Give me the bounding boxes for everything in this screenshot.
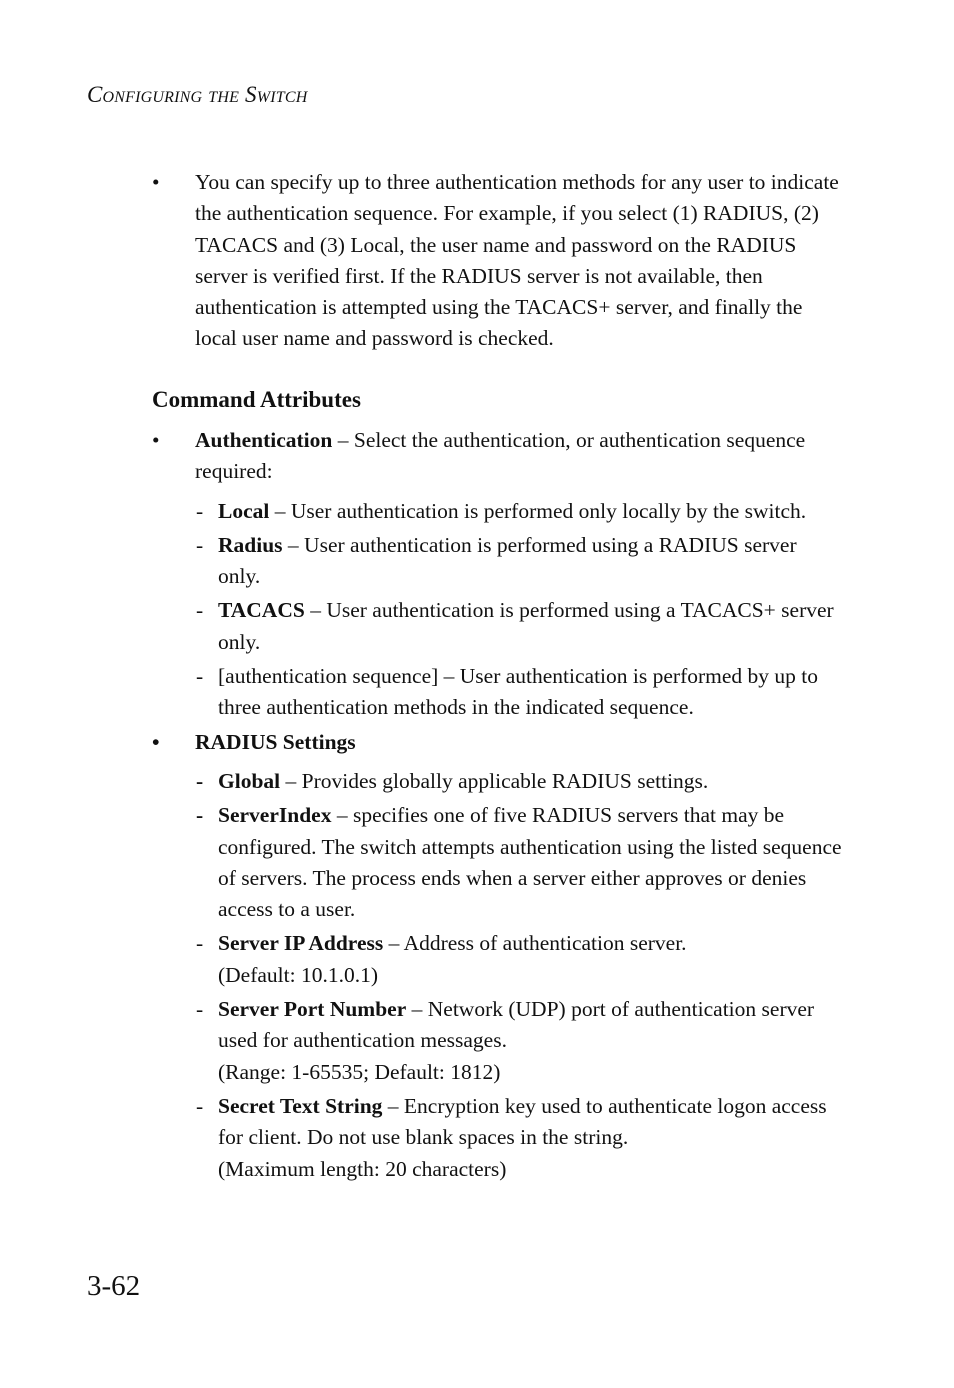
list-item bbox=[0, 766, 844, 797]
dash-marker: - bbox=[196, 598, 204, 623]
option-term: TACACS bbox=[218, 598, 305, 623]
dash-marker: - bbox=[196, 664, 204, 689]
header-part: C bbox=[87, 82, 103, 107]
header-part: WITCH bbox=[256, 89, 308, 106]
option-term: Server IP Address bbox=[218, 931, 384, 956]
option-term: ServerIndex bbox=[218, 803, 332, 828]
header-part: THE bbox=[208, 89, 240, 106]
dash-marker: - bbox=[196, 997, 204, 1022]
option-term: Local bbox=[218, 498, 270, 523]
running-header bbox=[87, 82, 308, 108]
dash-marker: - bbox=[196, 768, 204, 793]
list-item bbox=[0, 595, 844, 658]
option-desc: – Network (UDP) port of authentication server used for authentication messages. bbox=[218, 997, 815, 1053]
dash-marker: - bbox=[196, 498, 204, 523]
option-desc: – User authentication is performed only locally by the switch. bbox=[269, 498, 807, 523]
option-term: Server Port Number bbox=[218, 997, 407, 1022]
intro-bullet-row bbox=[0, 167, 845, 355]
header-part: ONFIGURING bbox=[102, 89, 203, 106]
intro-bullet bbox=[0, 167, 954, 355]
authentication-options bbox=[0, 496, 954, 724]
authentication-bullet bbox=[0, 425, 845, 488]
option-term: Secret Text String bbox=[218, 1093, 383, 1118]
list-item bbox=[0, 661, 844, 724]
dash-marker: - bbox=[196, 803, 204, 828]
radius-settings-options bbox=[0, 766, 954, 1185]
option-desc: – specifies one of five RADIUS servers that may be configured. The switch attempts authentication using the listed sequence of servers. The process ends when a server either approves or denies access to a user. bbox=[218, 803, 842, 922]
option-desc: – User authentication is performed using a RADIUS server only. bbox=[218, 532, 797, 589]
list-item bbox=[0, 530, 844, 593]
dash-marker: - bbox=[196, 1093, 204, 1118]
bullet-marker: • bbox=[152, 428, 160, 452]
option-desc: – Provides globally applicable RADIUS settings. bbox=[280, 768, 709, 793]
authentication-desc: – Select the authentication, or authentication sequence required: bbox=[195, 428, 806, 484]
list-item bbox=[0, 994, 844, 1088]
list-item bbox=[0, 800, 844, 925]
bullet-marker: • bbox=[152, 729, 160, 754]
authentication-term: Authentication bbox=[195, 428, 333, 452]
option-note: (Range: 1-65535; Default: 1812) bbox=[218, 1059, 501, 1084]
dash-marker: - bbox=[196, 931, 204, 956]
page-number: 3-62 bbox=[87, 1270, 141, 1302]
option-desc: – Encryption key used to authenticate logon access for client. Do not use blank spaces in the string. bbox=[218, 1093, 827, 1150]
header-part: S bbox=[245, 82, 257, 107]
radius-settings-term: RADIUS Settings bbox=[195, 729, 356, 754]
list-item bbox=[0, 928, 844, 991]
option-term: Radius bbox=[218, 532, 283, 557]
option-note: (Maximum length: 20 characters) bbox=[218, 1156, 507, 1181]
section-heading: Command Attributes bbox=[152, 387, 361, 412]
intro-text: You can specify up to three authentication methods for any user to indicate the authentication sequence. For example, if you select (1) RADIUS, (2) TACACS and (3) Local, the user name and password on the RADIUS server is verified first. If the RADIUS server is not available, then authentication is attempted using the TACACS+ server, and finally the local user name and password is checked. bbox=[195, 170, 839, 351]
list-item bbox=[0, 496, 844, 527]
command-attributes bbox=[0, 425, 954, 1185]
option-desc: – User authentication is performed using a TACACS+ server only. bbox=[218, 598, 834, 654]
option-note: (Default: 10.1.0.1) bbox=[218, 962, 379, 987]
bullet-marker: • bbox=[152, 170, 160, 194]
option-term: Global bbox=[218, 768, 281, 793]
list-item bbox=[0, 1091, 844, 1185]
dash-marker: - bbox=[196, 532, 204, 557]
radius-settings-bullet bbox=[0, 727, 845, 758]
option-desc: [authentication sequence] – User authentication is performed by up to three authentication methods in the indicated sequence. bbox=[218, 664, 819, 720]
option-desc: – Address of authentication server. bbox=[383, 931, 687, 956]
